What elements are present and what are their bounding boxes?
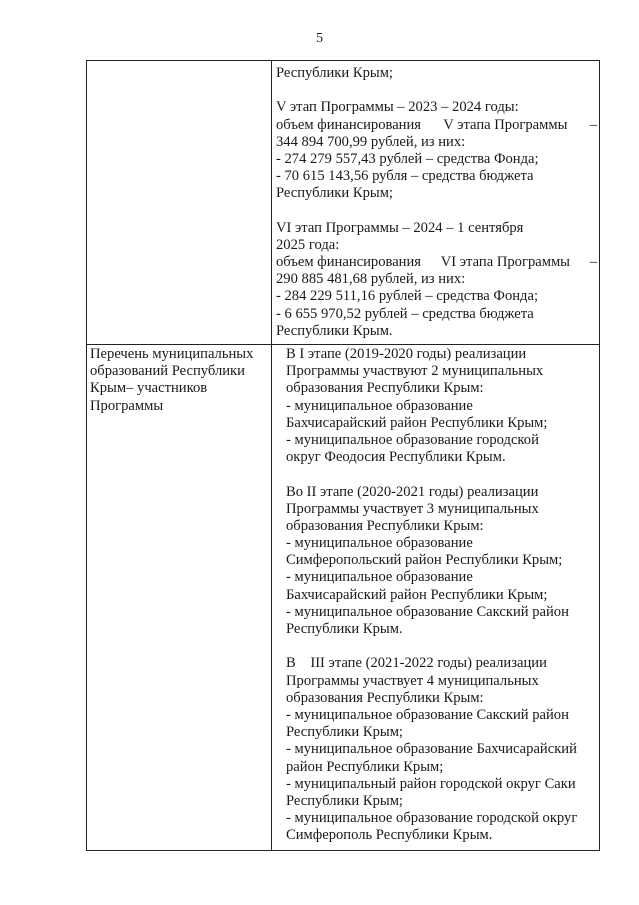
program-table: [86, 60, 600, 851]
text-line: Республики Крым;: [286, 792, 403, 809]
table-row-municipalities: [87, 345, 599, 851]
text-line: - муниципальное образование городской: [286, 431, 539, 448]
stage-vi-heading: VI этап Программы – 2024 – 1 сентября: [276, 219, 524, 236]
text-line: Программы участвует 3 муниципальных: [286, 500, 539, 517]
text-line: Бахчисарайский район Республики Крым;: [286, 586, 548, 603]
paragraph-gap: [276, 203, 597, 220]
stage-vi-total: 290 885 481,68 рублей, из них:: [276, 271, 466, 288]
text-line: Бахчисарайский район Республики Крым;: [286, 414, 548, 431]
stage-v-heading: V этап Программы – 2023 – 2024 годы:: [276, 99, 519, 116]
text-line: Республики Крым;: [286, 724, 403, 741]
text-line: 2025 года:: [276, 236, 340, 253]
table-cell-financing: [272, 61, 599, 344]
text-line: - муниципальное образование Сакский район: [286, 603, 569, 620]
text-line: - муниципальное образование Сакский район: [286, 706, 569, 723]
label-line: образований Республики: [90, 363, 245, 380]
page-number: 5: [316, 31, 323, 46]
stage-vi-budget: - 6 655 970,52 рублей – средства бюджета: [276, 305, 534, 322]
stage-v-fund: - 274 279 557,43 рублей – средства Фонда;: [276, 150, 539, 167]
stage-i-heading: В I этапе (2019-2020 годы) реализации: [286, 346, 527, 362]
stage-v-budget: - 70 615 143,56 рубля – средства бюджета: [276, 168, 534, 185]
label-line: Крым– участников: [90, 380, 208, 397]
text-line: район Республики Крым;: [286, 758, 444, 775]
stage-vi-fund: - 284 229 511,16 рублей – средства Фонда;: [276, 288, 539, 305]
text-line: образования Республики Крым:: [286, 380, 484, 397]
label-line: Перечень муниципальных: [90, 346, 254, 362]
table-cell-label: [87, 345, 272, 850]
text-line: Программы участвует 4 муниципальных: [286, 672, 539, 689]
table-cell-municipalities: [272, 345, 599, 850]
text-line: Республики Крым.: [276, 322, 393, 339]
text-line: Симферопольский район Республики Крым;: [286, 552, 563, 569]
text-line: Программы участвуют 2 муниципальных: [286, 363, 544, 380]
text-line: - муниципальное образование городской округ: [286, 810, 578, 827]
text-fragment: –: [589, 254, 597, 271]
stage-ii-heading: Во II этапе (2020-2021 годы) реализации: [286, 483, 539, 500]
text-fragment: VI этапа Программы: [440, 254, 570, 271]
stage-iii-heading: В III этапе (2021-2022 годы) реализации: [286, 655, 547, 672]
text-fragment: объем финансирования: [276, 254, 422, 271]
text-line: округ Феодосия Республики Крым.: [286, 449, 506, 466]
text-line: - муниципальное образование Бахчисарайский: [286, 741, 577, 758]
paragraph-gap: [276, 82, 597, 99]
text-line: Республики Крым;: [276, 185, 393, 202]
text-line: - муниципальное образование: [286, 397, 473, 414]
label-line: Программы: [90, 397, 164, 414]
text-line: Республики Крым.: [286, 621, 403, 637]
text-fragment: V этапа Программы: [443, 116, 568, 133]
paragraph-gap: [286, 638, 597, 655]
table-cell-label-empty: [87, 61, 272, 344]
text-line: - муниципальное образование: [286, 569, 473, 586]
text-line: образования Республики Крым:: [286, 689, 484, 706]
text-fragment: объем финансирования: [276, 116, 422, 133]
table-row-financing: [87, 61, 599, 345]
stage-v-volume-line: [276, 117, 597, 134]
text-line: - муниципальное образование: [286, 535, 473, 552]
text-fragment: –: [589, 116, 597, 133]
text-line: Республики Крым;: [276, 65, 393, 81]
stage-vi-volume-line: [276, 254, 597, 271]
paragraph-gap: [286, 466, 597, 483]
text-line: образования Республики Крым:: [286, 517, 484, 534]
text-line: Симферополь Республики Крым.: [286, 827, 493, 844]
text-line: - муниципальный район городской округ Саки: [286, 775, 576, 792]
stage-v-total: 344 894 700,99 рублей, из них:: [276, 133, 466, 150]
